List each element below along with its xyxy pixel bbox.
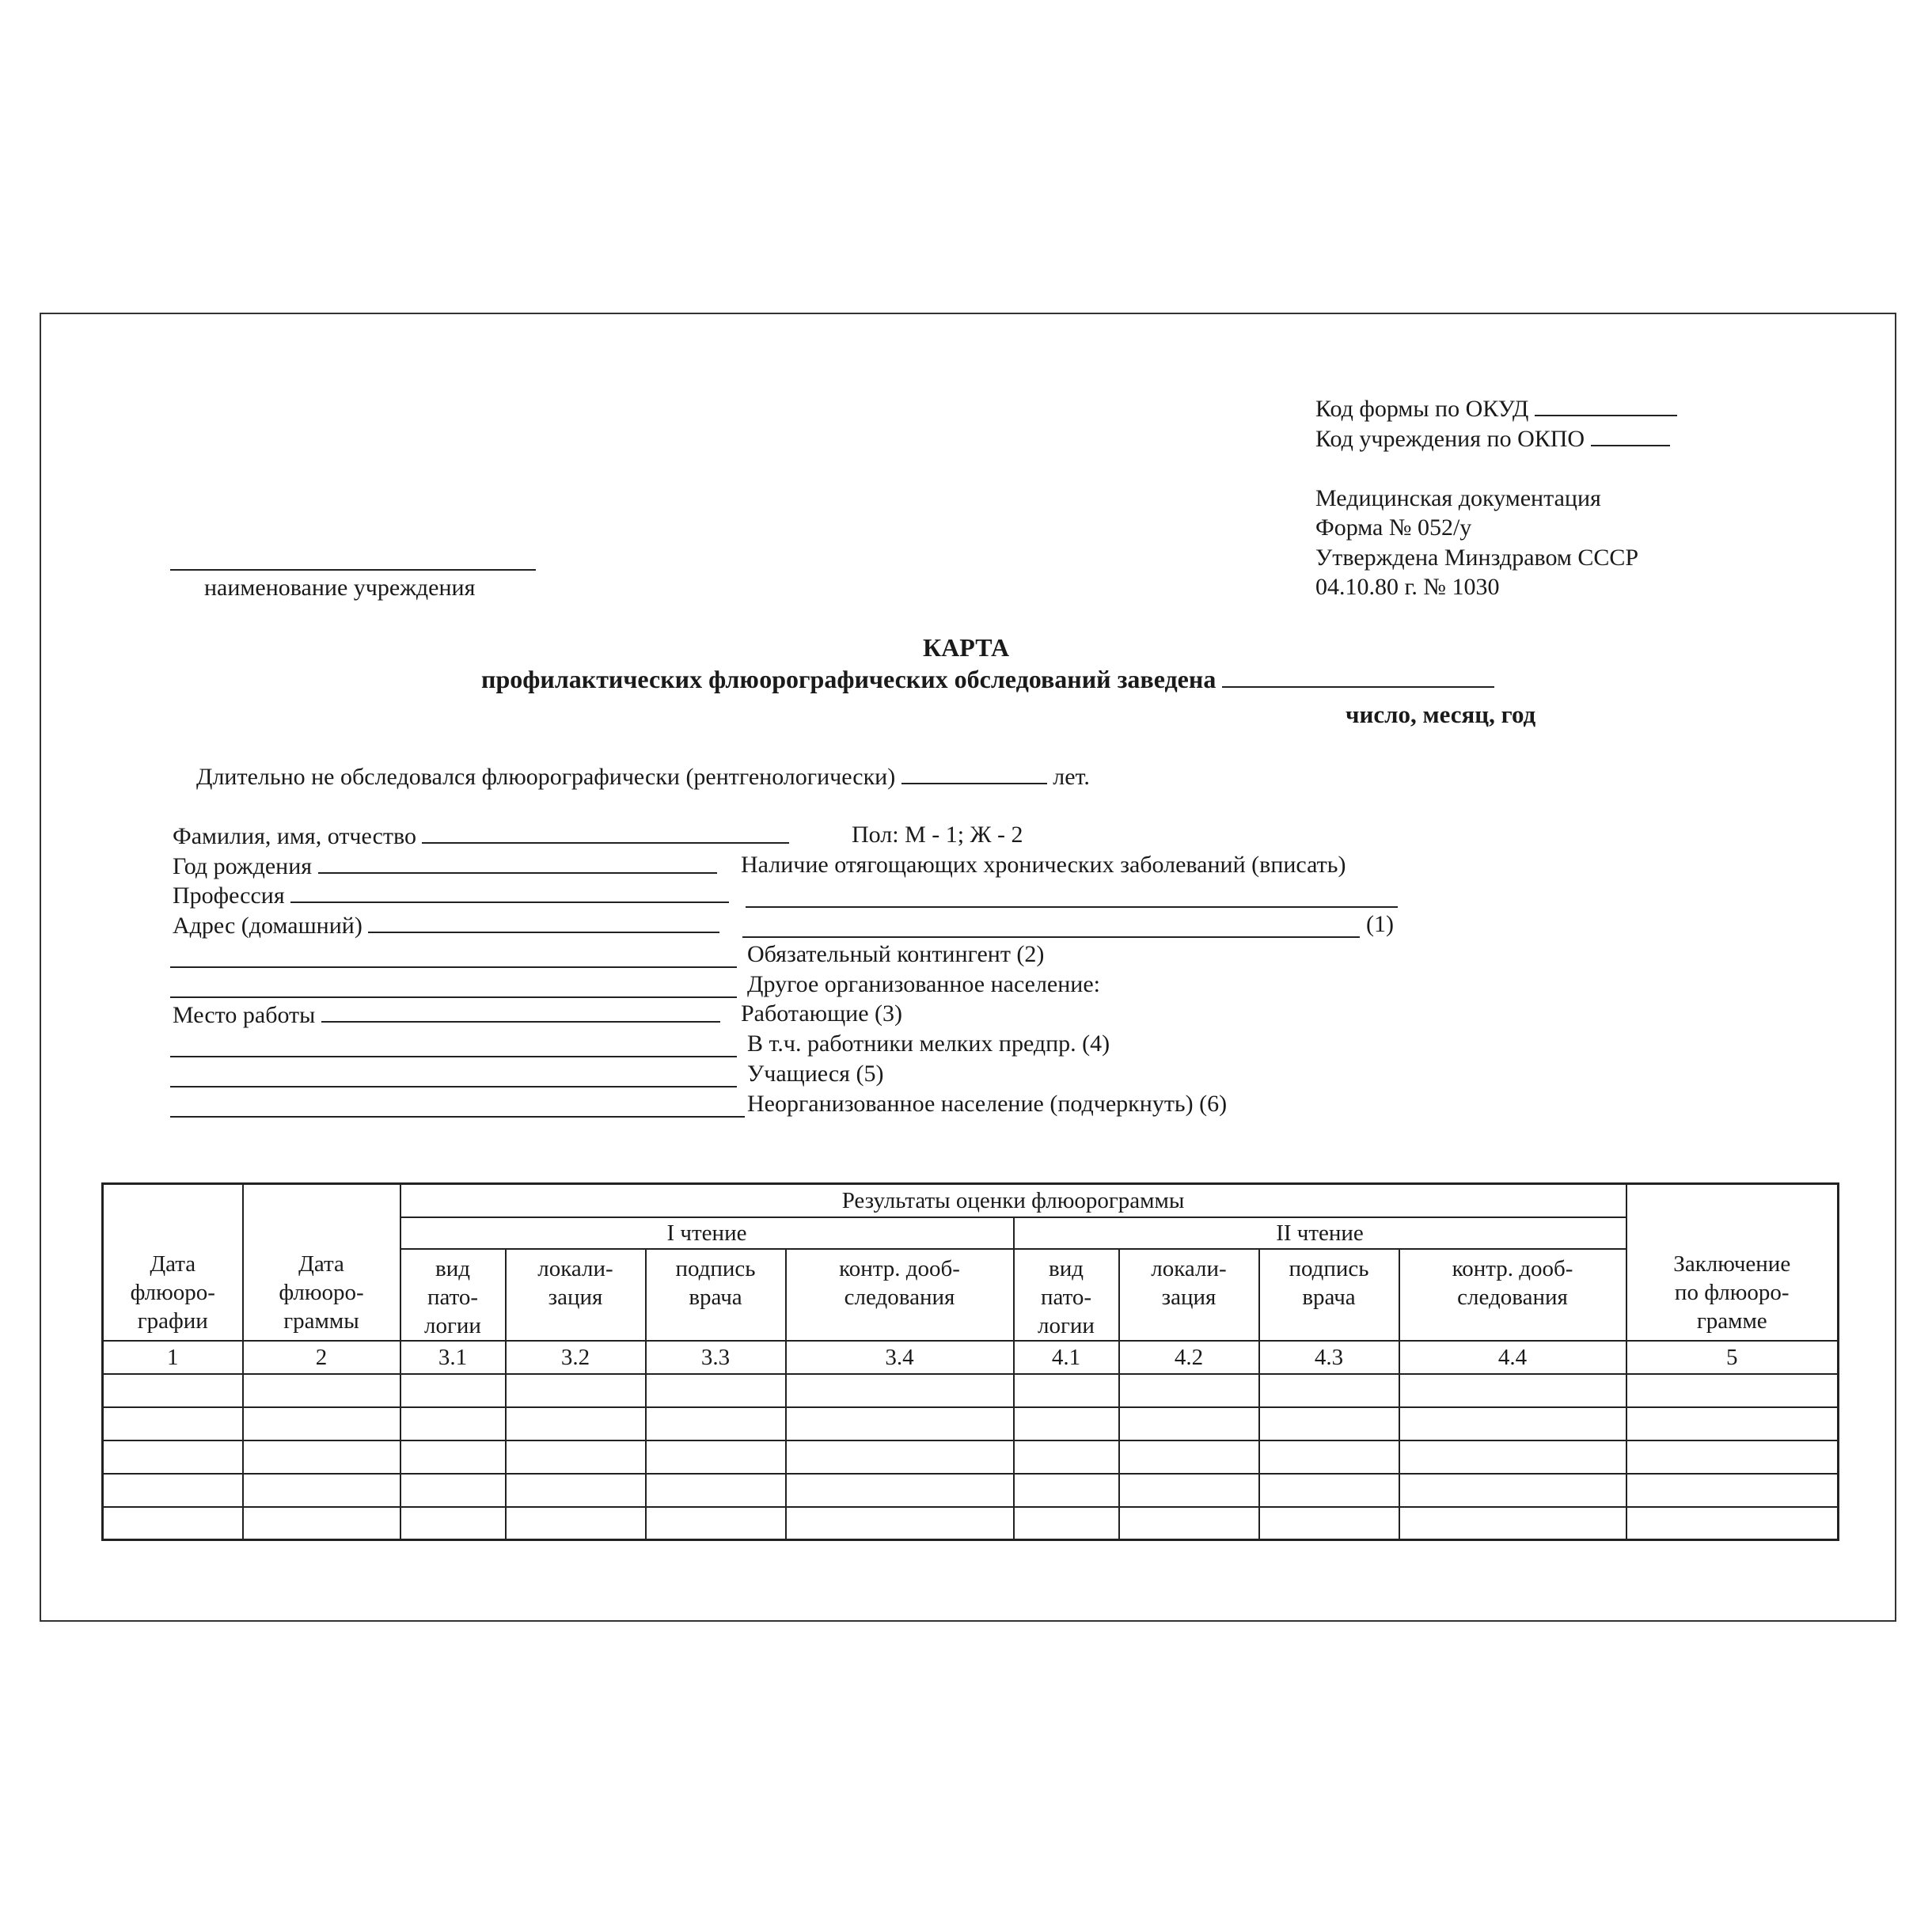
table-cell[interactable] <box>1014 1507 1119 1540</box>
workplace-row <box>173 999 720 1031</box>
okud-field <box>1315 393 1677 424</box>
table-cell[interactable] <box>1119 1407 1259 1440</box>
table-cell[interactable] <box>103 1374 243 1407</box>
address-input-line-2[interactable] <box>170 966 737 968</box>
col-header-line: подпись <box>675 1255 756 1281</box>
birth-year-row <box>173 850 717 882</box>
results-header: Результаты оценки флюорограммы <box>400 1184 1626 1217</box>
chronic-input-line-1[interactable] <box>746 906 1398 908</box>
results-table <box>101 1182 1837 1541</box>
address-input[interactable] <box>368 909 719 933</box>
col-header-line: подпись <box>1289 1255 1369 1281</box>
mandatory-contingent[interactable]: Обязательный контингент (2) <box>747 941 1045 967</box>
col-conclusion-line: грамме <box>1696 1308 1767 1334</box>
table-cell[interactable] <box>400 1440 506 1474</box>
col-header-line: следования <box>844 1284 955 1310</box>
table-cell[interactable] <box>1399 1407 1626 1440</box>
profession-input[interactable] <box>290 879 729 903</box>
col-fluorogram-date <box>243 1184 400 1341</box>
empty-rows <box>103 1374 1839 1540</box>
workplace-input[interactable] <box>321 999 720 1023</box>
table-row <box>103 1407 1839 1440</box>
col-number: 4.1 <box>1014 1341 1119 1374</box>
table-cell[interactable] <box>243 1407 400 1440</box>
workplace-input-line-2[interactable] <box>170 1056 737 1057</box>
birth-year-input[interactable] <box>318 850 717 874</box>
table-cell[interactable] <box>646 1474 786 1507</box>
col-number: 3.2 <box>506 1341 646 1374</box>
table-cell[interactable] <box>1626 1474 1839 1507</box>
okpo-input-line[interactable] <box>1591 423 1670 446</box>
table-cell[interactable] <box>103 1407 243 1440</box>
established-date-input[interactable] <box>1222 664 1494 688</box>
col-fluorography-date-line: Дата <box>150 1251 196 1277</box>
col-number: 2 <box>243 1341 400 1374</box>
table-cell[interactable] <box>400 1507 506 1540</box>
address-input-line-3[interactable] <box>170 996 737 998</box>
long-not-examined-label: Длительно не обследовался флюорографически (рентгенологически) <box>196 764 896 790</box>
table-cell[interactable] <box>1626 1440 1839 1474</box>
table-cell[interactable] <box>646 1440 786 1474</box>
table-cell[interactable] <box>786 1440 1014 1474</box>
col-header-line: пато- <box>427 1284 479 1310</box>
col-number: 3.3 <box>646 1341 786 1374</box>
long-not-examined-row <box>196 761 1090 792</box>
col-3-3-signature <box>646 1249 786 1341</box>
col-header-line: вид <box>1049 1255 1084 1281</box>
subtitle <box>481 664 1494 694</box>
table-row <box>103 1474 1839 1507</box>
table-cell[interactable] <box>243 1474 400 1507</box>
code-1: (1) <box>1366 911 1394 937</box>
unorganized-population[interactable]: Неорганизованное население (подчеркнуть) (6) <box>747 1091 1228 1117</box>
col-fluorography-date-line: флюоро- <box>130 1279 215 1305</box>
table-cell[interactable] <box>1119 1440 1259 1474</box>
table-cell[interactable] <box>1259 1507 1399 1540</box>
table-cell[interactable] <box>1119 1474 1259 1507</box>
table-cell[interactable] <box>786 1474 1014 1507</box>
birth-year-label: Год рождения <box>173 853 313 879</box>
table-row <box>103 1440 1839 1474</box>
col-conclusion <box>1626 1184 1839 1341</box>
col-number: 4.2 <box>1119 1341 1259 1374</box>
okud-label: Код формы по ОКУД <box>1315 396 1529 422</box>
table-cell[interactable] <box>400 1407 506 1440</box>
table-cell[interactable] <box>506 1374 646 1407</box>
table-cell[interactable] <box>1119 1507 1259 1540</box>
fio-input[interactable] <box>422 820 789 844</box>
table-cell[interactable] <box>506 1474 646 1507</box>
table-cell[interactable] <box>786 1407 1014 1440</box>
col-number: 1 <box>103 1341 243 1374</box>
table-cell[interactable] <box>1399 1374 1626 1407</box>
table-cell[interactable] <box>506 1407 646 1440</box>
col-header-line: логии <box>424 1312 481 1338</box>
col-header-line: врача <box>689 1284 742 1310</box>
col-header-line: врача <box>1302 1284 1356 1310</box>
table-cell[interactable] <box>103 1440 243 1474</box>
okpo-label: Код учреждения по ОКПО <box>1315 426 1585 452</box>
workplace-label: Место работы <box>173 1002 316 1028</box>
col-4-3-signature <box>1259 1249 1399 1341</box>
table-cell[interactable] <box>400 1374 506 1407</box>
table-cell[interactable] <box>1014 1407 1119 1440</box>
table-cell[interactable] <box>646 1407 786 1440</box>
years-input[interactable] <box>901 761 1047 784</box>
subtitle-text: профилактических флюорографических обследований заведена <box>481 665 1217 693</box>
table-cell[interactable] <box>1014 1474 1119 1507</box>
table-cell[interactable] <box>786 1374 1014 1407</box>
col-header-line: пато- <box>1040 1284 1092 1310</box>
table-cell[interactable] <box>1014 1374 1119 1407</box>
sex-label[interactable]: Пол: М - 1; Ж - 2 <box>852 822 1023 848</box>
col-header-line: контр. дооб- <box>839 1255 960 1281</box>
col-header-line: зация <box>548 1284 603 1310</box>
table-cell[interactable] <box>103 1474 243 1507</box>
col-4-2-localization <box>1119 1249 1259 1341</box>
table-cell[interactable] <box>1259 1440 1399 1474</box>
col-4-1-pathology <box>1014 1249 1119 1341</box>
table-cell[interactable] <box>243 1507 400 1540</box>
col-fluorogram-date-line: граммы <box>283 1308 359 1334</box>
col-3-1-pathology <box>400 1249 506 1341</box>
col-conclusion-line: по флюоро- <box>1674 1279 1790 1305</box>
table-cell[interactable] <box>786 1507 1014 1540</box>
col-conclusion-line: Заключение <box>1673 1251 1791 1277</box>
okpo-field <box>1315 423 1670 454</box>
table-cell[interactable] <box>1119 1374 1259 1407</box>
workplace-input-line-3[interactable] <box>170 1086 737 1087</box>
col-number: 3.4 <box>786 1341 1014 1374</box>
table-cell[interactable] <box>646 1374 786 1407</box>
table-cell[interactable] <box>400 1474 506 1507</box>
col-header-line: следования <box>1457 1284 1568 1310</box>
table-row <box>103 1507 1839 1540</box>
students[interactable]: Учащиеся (5) <box>747 1061 884 1087</box>
approved-date: 04.10.80 г. № 1030 <box>1315 574 1500 600</box>
table-cell[interactable] <box>1259 1374 1399 1407</box>
col-fluorography-date-line: графии <box>137 1308 208 1334</box>
page-title: КАРТА <box>922 633 1010 662</box>
table-cell[interactable] <box>1399 1474 1626 1507</box>
med-doc: Медицинская документация <box>1315 485 1601 511</box>
table-row <box>103 1374 1839 1407</box>
table-cell[interactable] <box>506 1507 646 1540</box>
col-fluorogram-date-line: Дата <box>298 1251 344 1277</box>
col-header-line: зация <box>1161 1284 1217 1310</box>
col-fluorography-date <box>103 1184 243 1341</box>
table-cell[interactable] <box>506 1440 646 1474</box>
col-fluorogram-date-line: флюоро- <box>279 1279 364 1305</box>
approved-by: Утверждена Минздравом СССР <box>1315 545 1639 571</box>
institution-caption: наименование учреждения <box>204 575 476 601</box>
col-3-4-control <box>786 1249 1014 1341</box>
table-cell[interactable] <box>1626 1407 1839 1440</box>
table-cell[interactable] <box>1399 1507 1626 1540</box>
fio-row <box>173 820 789 852</box>
address-label: Адрес (домашний) <box>173 913 362 939</box>
table-cell[interactable] <box>103 1507 243 1540</box>
date-caption: число, месяц, год <box>1346 700 1536 728</box>
years-label: лет. <box>1053 764 1090 790</box>
col-header-line: локали- <box>1151 1255 1227 1281</box>
profession-label: Профессия <box>173 882 285 909</box>
table-cell[interactable] <box>243 1374 400 1407</box>
col-number: 5 <box>1626 1341 1839 1374</box>
table-cell[interactable] <box>1259 1407 1399 1440</box>
table-cell[interactable] <box>243 1440 400 1474</box>
small-enterprise-workers[interactable]: В т.ч. работники мелких предпр. (4) <box>747 1031 1110 1057</box>
col-header-line: вид <box>435 1255 470 1281</box>
col-header-line: локали- <box>537 1255 613 1281</box>
form-number: Форма № 052/у <box>1315 514 1472 541</box>
column-numbers-row <box>103 1341 1839 1374</box>
col-number: 4.4 <box>1399 1341 1626 1374</box>
table-cell[interactable] <box>1626 1374 1839 1407</box>
chronic-label: Наличие отягощающих хронических заболеваний (вписать) <box>741 852 1346 878</box>
other-organized: Другое организованное население: <box>747 971 1101 997</box>
reading-2-header: II чтение <box>1014 1217 1626 1249</box>
col-4-4-control <box>1399 1249 1626 1341</box>
table-cell[interactable] <box>1626 1507 1839 1540</box>
workplace-input-line-4[interactable] <box>170 1116 745 1118</box>
col-number: 4.3 <box>1259 1341 1399 1374</box>
col-header-line: контр. дооб- <box>1452 1255 1573 1281</box>
okud-input-line[interactable] <box>1535 393 1677 416</box>
institution-input-line[interactable] <box>170 569 536 571</box>
col-3-2-localization <box>506 1249 646 1341</box>
col-header-line: логии <box>1038 1312 1095 1338</box>
reading-1-header: I чтение <box>400 1217 1014 1249</box>
working[interactable]: Работающие (3) <box>741 1000 903 1027</box>
address-row <box>173 909 719 941</box>
fio-label: Фамилия, имя, отчество <box>173 823 416 849</box>
table-cell[interactable] <box>646 1507 786 1540</box>
col-number: 3.1 <box>400 1341 506 1374</box>
chronic-input-line-2[interactable] <box>742 936 1360 938</box>
table-cell[interactable] <box>1259 1474 1399 1507</box>
table-cell[interactable] <box>1399 1440 1626 1474</box>
profession-row <box>173 879 729 911</box>
table-cell[interactable] <box>1014 1440 1119 1474</box>
